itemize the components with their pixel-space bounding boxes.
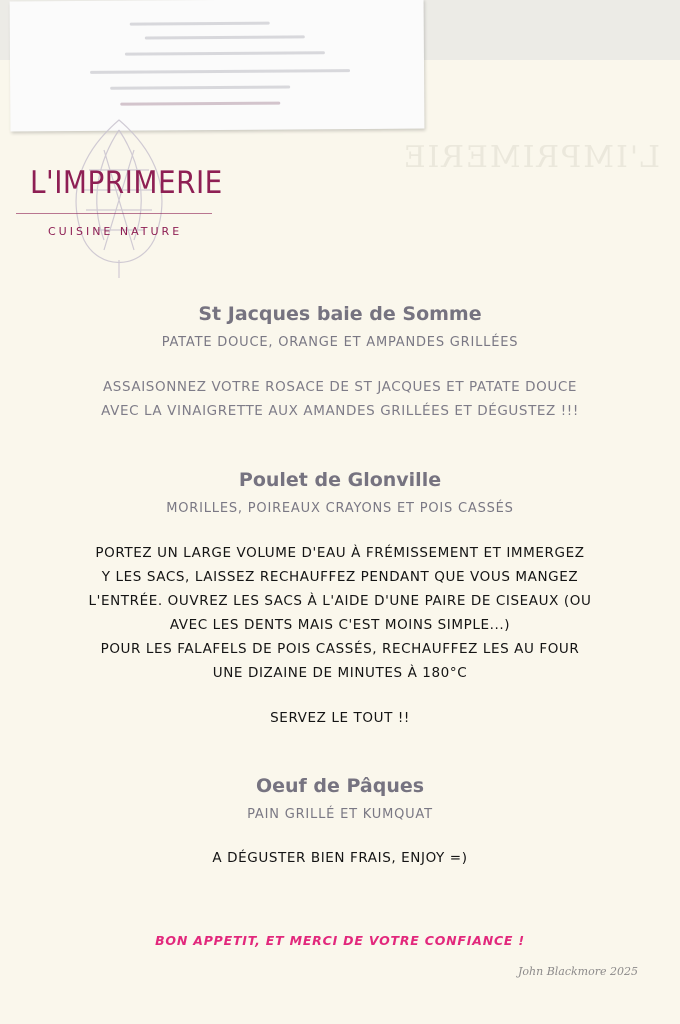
restaurant-logo-subtitle: CUISINE NATURE (48, 225, 183, 238)
course-1 (0, 302, 680, 352)
course-2-subtitle: MORILLES, POIREAUX CRAYONS ET POIS CASSÉS (166, 501, 514, 516)
course-2 (0, 468, 680, 518)
instruction-line: L'ENTRÉE. OUVREZ LES SACS À L'AIDE D'UNE PAIRE DE CISEAUX (OU (88, 593, 592, 609)
course-1-instructions (0, 375, 680, 423)
course-2-title: Poulet de Glonville (238, 469, 442, 491)
photographer-signature: John Blackmore 2025 (518, 965, 638, 978)
instruction-line: PORTEZ UN LARGE VOLUME D'EAU À FRÉMISSEMENT ET IMMERGEZ (95, 545, 585, 561)
course-3-subtitle: PAIN GRILLÉ ET KUMQUAT (247, 807, 433, 822)
restaurant-logo-title: L'IMPRIMERIE (30, 165, 223, 201)
thank-you-message: BON APPETIT, ET MERCI DE VOTRE CONFIANCE ! (155, 933, 525, 948)
course-2-instructions (0, 541, 680, 685)
ghost-logo-show-through: L'IMPRIMERIE (401, 140, 660, 175)
instruction-line: UNE DIZAINE DE MINUTES À 180°C (212, 665, 468, 681)
course-3-title: Oeuf de Pâques (255, 775, 425, 797)
course-1-subtitle: PATATE DOUCE, ORANGE ET AMPANDES GRILLÉES (161, 335, 519, 350)
instruction-line: AVEC LA VINAIGRETTE AUX AMANDES GRILLÉES ET DÉGUSTEZ !!! (101, 403, 579, 419)
course-1-title: St Jacques baie de Somme (198, 303, 482, 325)
instruction-line: ASSAISONNEZ VOTRE ROSACE DE ST JACQUES ET PATATE DOUCE (102, 379, 578, 395)
instruction-line: POUR LES FALAFELS DE POIS CASSÉS, RECHAUFFEZ LES AU FOUR (100, 641, 580, 657)
instruction-line: Y LES SACS, LAISSEZ RECHAUFFEZ PENDANT QUE VOUS MANGEZ (101, 569, 579, 585)
course-2-closing: SERVEZ LE TOUT !! (270, 710, 410, 726)
instruction-line: A DÉGUSTER BIEN FRAIS, ENJOY =) (212, 850, 468, 866)
course-3 (0, 774, 680, 824)
logo-divider (16, 213, 212, 214)
instruction-line: AVEC LES DENTS MAIS C'EST MOINS SIMPLE...) (169, 617, 511, 633)
course-3-instructions (0, 846, 680, 870)
